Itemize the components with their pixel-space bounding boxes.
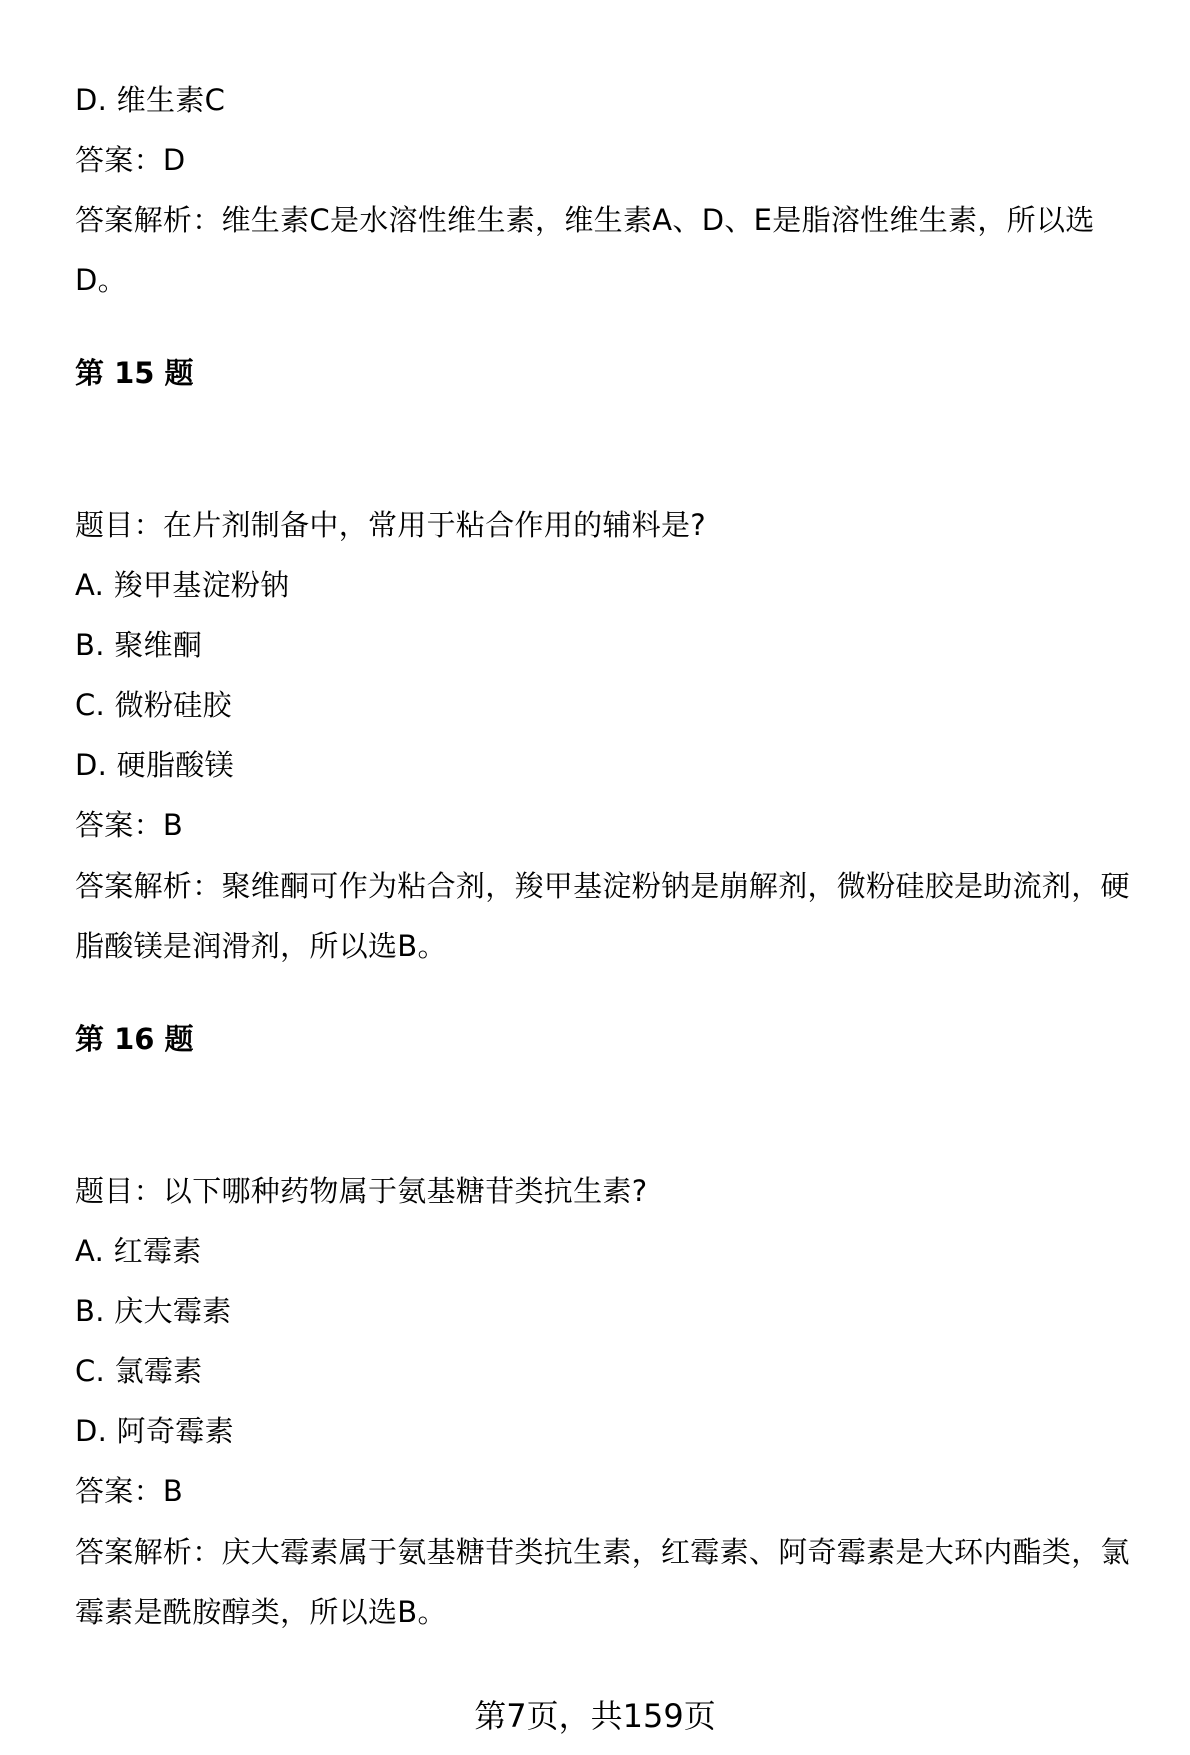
question-16-option-a: A. 红霉素	[75, 1234, 202, 1268]
question-16-explanation-line2: 霉素是酰胺醇类，所以选B。	[75, 1595, 447, 1629]
document-page	[75, 0, 1165, 1755]
question-16-option-d: D. 阿奇霉素	[75, 1414, 234, 1448]
question-15-option-d: D. 硬脂酸镁	[75, 748, 234, 782]
question-16-option-b: B. 庆大霉素	[75, 1294, 232, 1328]
question-15-stem: 题目：在片剂制备中，常用于粘合作用的辅料是?	[75, 508, 706, 542]
previous-option-d: D. 维生素C	[75, 83, 226, 117]
question-16-stem: 题目：以下哪种药物属于氨基糖苷类抗生素?	[75, 1174, 648, 1208]
question-15-explanation-line1: 答案解析：聚维酮可作为粘合剂，羧甲基淀粉钠是崩解剂，微粉硅胶是助流剂，硬	[75, 869, 1130, 903]
question-15-answer: 答案：B	[75, 808, 184, 842]
question-15-explanation-line2: 脂酸镁是润滑剂，所以选B。	[75, 929, 447, 963]
question-15-option-a: A. 羧甲基淀粉钠	[75, 568, 290, 602]
previous-answer: 答案：D	[75, 143, 186, 177]
question-15-option-c: C. 微粉硅胶	[75, 688, 232, 722]
question-15-heading: 第 15 题	[75, 356, 194, 390]
question-16-heading: 第 16 题	[75, 1022, 194, 1056]
previous-explanation-line2: D。	[75, 263, 127, 297]
question-16-explanation-line1: 答案解析：庆大霉素属于氨基糖苷类抗生素，红霉素、阿奇霉素是大环内酯类，氯	[75, 1535, 1130, 1569]
question-16-answer: 答案：B	[75, 1474, 184, 1508]
page-number-footer: 第7页，共159页	[474, 1697, 716, 1735]
question-15-option-b: B. 聚维酮	[75, 628, 203, 662]
question-16-option-c: C. 氯霉素	[75, 1354, 203, 1388]
previous-explanation-line1: 答案解析：维生素C是水溶性维生素，维生素A、D、E是脂溶性维生素，所以选	[75, 203, 1095, 237]
